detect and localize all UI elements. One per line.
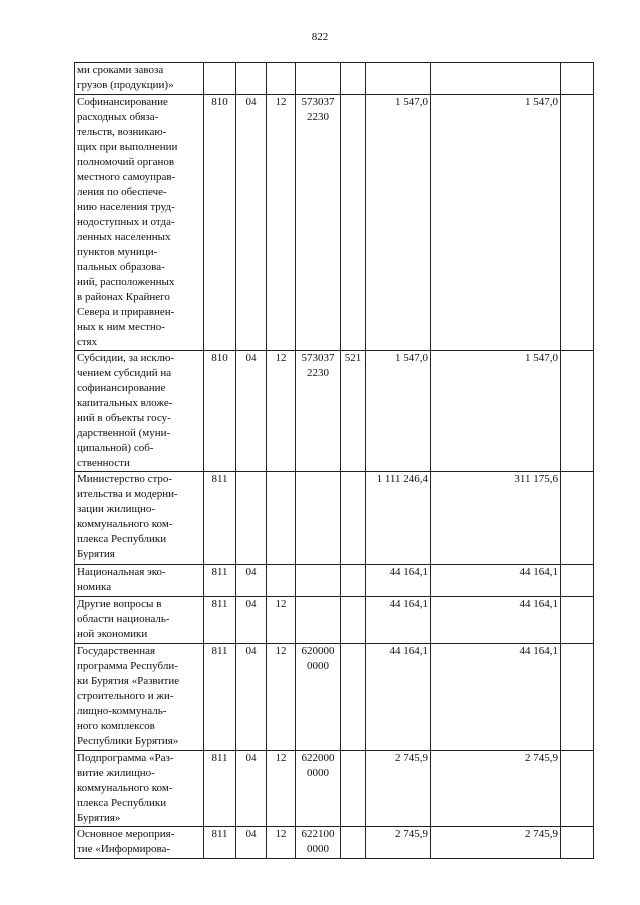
cell-text: Государственная программа Республи- ки Бурятия «Развитие строительного и жи- лищно-коммуналь- ного комплексов Республики Бурятия» [77,645,180,747]
amount-total-cell [366,644,431,751]
section-code-cell [236,95,267,351]
admin-code-cell [204,597,236,644]
cell-text: Министерство стро- ительства и модерни- зации жилищно- коммунального ком- плекса Республики Бурятия [77,473,178,560]
cell-text: 521 [344,352,362,364]
row-name-cell [75,751,204,827]
amount-total-cell [366,95,431,351]
amount-year2-cell [431,472,561,565]
cell-text: Субсидии, за исклю- чением субсидий на софинансирование капитальных вложе- ний в объекты госу- дарственной (муни- ципальной) соб- ственности [77,352,175,469]
amount-year2-cell [431,63,561,95]
table-row [75,827,594,859]
cell-text: 44 164,1 [389,598,428,610]
amount-year3-cell [561,472,594,565]
amount-total-cell [366,751,431,827]
expense-type-cell [341,597,366,644]
cell-text: Софинансирование расходных обяза- тельств, возникаю- щих при выполнении полномочий органов местного самоуправ- ления по обеспече- нию населения труд- нодоступных и отда- ленных населенных пунктов муници- пальных образова- ний, расположенных в районах Крайнего Севера и приравнен- ных к ним местно- стях [77,96,178,348]
cell-text: 44 164,1 [519,598,558,610]
cell-text: 04 [245,752,257,764]
subsection-code-cell [267,472,296,565]
expense-type-cell [341,644,366,751]
admin-code-cell [204,95,236,351]
table-row [75,565,594,597]
section-code-cell [236,827,267,859]
admin-code-cell [204,751,236,827]
table-row [75,95,594,351]
subsection-code-cell [267,351,296,472]
subsection-code-cell [267,565,296,597]
row-name-cell [75,565,204,597]
cell-text: 04 [245,828,257,840]
expense-type-cell [341,63,366,95]
cell-text: 44 164,1 [389,645,428,657]
amount-total-cell [366,827,431,859]
target-article-cell [296,827,341,859]
amount-year2-cell [431,751,561,827]
amount-total-cell [366,565,431,597]
cell-text: 44 164,1 [389,566,428,578]
amount-total-cell [366,472,431,565]
cell-text: 12 [275,752,287,764]
cell-text: 811 [211,473,228,485]
cell-text: Основное мероприя- тие «Информирова- [77,828,175,855]
cell-text: 04 [245,352,257,364]
target-article-cell [296,63,341,95]
budget-table [74,62,594,859]
cell-text: 1 547,0 [395,96,428,108]
subsection-code-cell [267,597,296,644]
amount-year3-cell [561,751,594,827]
cell-text: 811 [211,752,228,764]
page-number: 822 [311,31,329,43]
cell-text: 810 [211,352,228,364]
section-code-cell [236,472,267,565]
amount-year3-cell [561,565,594,597]
cell-text: ми сроками завоза грузов (продукции)» [77,64,174,91]
amount-total-cell [366,597,431,644]
cell-text: 12 [275,96,287,108]
target-article-cell [296,597,341,644]
expense-type-cell [341,565,366,597]
cell-text: 2 745,9 [395,752,428,764]
cell-text: Национальная эко- номика [77,566,166,593]
target-article-cell [296,751,341,827]
table-row [75,351,594,472]
admin-code-cell [204,644,236,751]
admin-code-cell [204,63,236,95]
section-code-cell [236,751,267,827]
table-row [75,597,594,644]
cell-text: 04 [245,566,257,578]
row-name-cell [75,597,204,644]
target-article-cell [296,472,341,565]
expense-type-cell [341,751,366,827]
table-row [75,472,594,565]
cell-text: 573037 2230 [301,352,335,379]
row-name-cell [75,63,204,95]
subsection-code-cell [267,827,296,859]
amount-year3-cell [561,827,594,859]
table-row [75,751,594,827]
amount-total-cell [366,63,431,95]
cell-text: 2 745,9 [525,828,558,840]
subsection-code-cell [267,644,296,751]
section-code-cell [236,63,267,95]
cell-text: 811 [211,645,228,657]
table-row [75,644,594,751]
cell-text: 2 745,9 [525,752,558,764]
amount-year2-cell [431,565,561,597]
cell-text: 2 745,9 [395,828,428,840]
target-article-cell [296,644,341,751]
cell-text: 12 [275,828,287,840]
cell-text: 573037 2230 [301,96,335,123]
target-article-cell [296,95,341,351]
cell-text: 04 [245,645,257,657]
cell-text: 12 [275,645,287,657]
expense-type-cell [341,472,366,565]
section-code-cell [236,351,267,472]
cell-text: 12 [275,352,287,364]
amount-year3-cell [561,597,594,644]
budget-table-body [75,63,594,859]
cell-text: 1 547,0 [395,352,428,364]
cell-text: 12 [275,598,287,610]
table-row [75,63,594,95]
subsection-code-cell [267,63,296,95]
expense-type-cell [341,827,366,859]
expense-type-cell [341,351,366,472]
section-code-cell [236,597,267,644]
row-name-cell [75,827,204,859]
amount-year3-cell [561,63,594,95]
expense-type-cell [341,95,366,351]
amount-year3-cell [561,95,594,351]
row-name-cell [75,644,204,751]
target-article-cell [296,351,341,472]
amount-year2-cell [431,827,561,859]
cell-text: 811 [211,598,228,610]
cell-text: 1 547,0 [525,352,558,364]
cell-text: 811 [211,828,228,840]
cell-text: Другие вопросы в области националь- ной экономики [77,598,170,640]
row-name-cell [75,95,204,351]
section-code-cell [236,644,267,751]
admin-code-cell [204,827,236,859]
admin-code-cell [204,565,236,597]
cell-text: 311 175,6 [514,473,558,485]
cell-text: 811 [211,566,228,578]
amount-year2-cell [431,351,561,472]
subsection-code-cell [267,751,296,827]
target-article-cell [296,565,341,597]
cell-text: 04 [245,598,257,610]
admin-code-cell [204,351,236,472]
cell-text: 04 [245,96,257,108]
cell-text: 622100 0000 [301,828,335,855]
row-name-cell [75,351,204,472]
section-code-cell [236,565,267,597]
amount-total-cell [366,351,431,472]
cell-text: 1 111 246,4 [376,473,428,485]
cell-text: 44 164,1 [519,566,558,578]
admin-code-cell [204,472,236,565]
amount-year2-cell [431,95,561,351]
row-name-cell [75,472,204,565]
cell-text: 44 164,1 [519,645,558,657]
amount-year2-cell [431,644,561,751]
cell-text: Подпрограмма «Раз- витие жилищно- коммунального ком- плекса Республики Бурятия» [77,752,174,824]
amount-year3-cell [561,351,594,472]
amount-year3-cell [561,644,594,751]
subsection-code-cell [267,95,296,351]
cell-text: 810 [211,96,228,108]
cell-text: 1 547,0 [525,96,558,108]
cell-text: 622000 0000 [301,752,335,779]
amount-year2-cell [431,597,561,644]
cell-text: 620000 0000 [301,645,335,672]
